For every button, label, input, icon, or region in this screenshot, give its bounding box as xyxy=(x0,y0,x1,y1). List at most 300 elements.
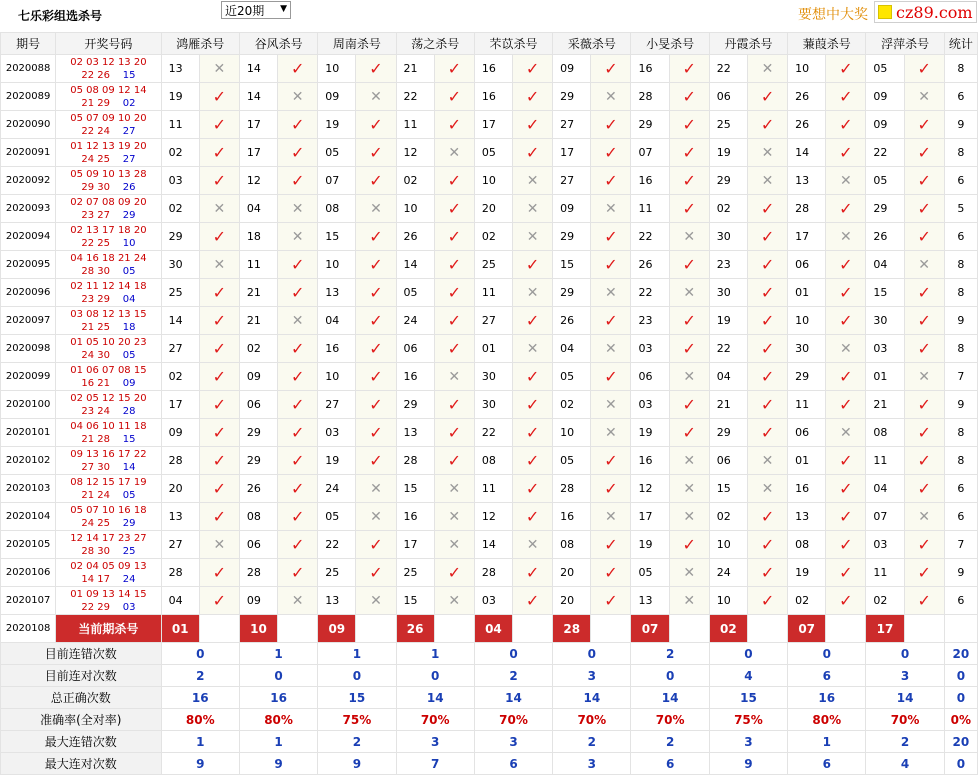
check-icon: ✓ xyxy=(591,111,631,139)
kill-number-cell: 02 xyxy=(396,167,434,195)
col-header-numbers: 开奖号码 xyxy=(56,33,161,55)
kill-number-cell: 19 xyxy=(631,531,669,559)
check-icon: ✓ xyxy=(356,531,396,559)
check-icon: ✓ xyxy=(356,419,396,447)
kill-number-cell: 15 xyxy=(318,223,356,251)
stats-total: 0 xyxy=(944,665,977,687)
kill-number-cell: 21 xyxy=(239,279,277,307)
current-kill-number: 09 xyxy=(318,615,356,643)
draw-numbers-line1: 04 16 18 21 24 xyxy=(70,252,147,264)
total-cell: 9 xyxy=(944,111,977,139)
kill-number-cell: 22 xyxy=(709,335,747,363)
kill-number-cell: 17 xyxy=(788,223,826,251)
check-icon: ✓ xyxy=(826,55,866,83)
kill-number-cell: 02 xyxy=(788,587,826,615)
kill-number-cell: 15 xyxy=(396,587,434,615)
draw-numbers-main: 22 26 xyxy=(81,69,110,81)
kill-number-cell: 11 xyxy=(474,279,512,307)
total-cell: 6 xyxy=(944,587,977,615)
check-icon: ✓ xyxy=(826,111,866,139)
check-icon: ✓ xyxy=(513,363,553,391)
current-kill-number: 01 xyxy=(161,615,199,643)
draw-numbers-line2 xyxy=(56,69,160,82)
draw-numbers-line1: 05 07 10 16 18 xyxy=(70,504,147,516)
col-header-expert[interactable]: 谷风杀号 xyxy=(239,33,317,55)
cross-icon: ✕ xyxy=(826,335,866,363)
check-icon: ✓ xyxy=(747,363,787,391)
period-cell: 2020092 xyxy=(1,167,56,195)
check-icon: ✓ xyxy=(278,111,318,139)
stats-value: 6 xyxy=(788,753,866,775)
check-icon: ✓ xyxy=(826,279,866,307)
kill-number-cell: 09 xyxy=(318,83,356,111)
check-icon: ✓ xyxy=(199,167,239,195)
kill-number-cell: 26 xyxy=(788,111,826,139)
check-icon: ✓ xyxy=(747,279,787,307)
draw-numbers-main: 21 25 xyxy=(81,321,110,333)
stats-row xyxy=(1,643,978,665)
stats-value: 7 xyxy=(396,753,474,775)
cross-icon: ✕ xyxy=(278,83,318,111)
kill-number-cell: 19 xyxy=(709,307,747,335)
check-icon: ✓ xyxy=(434,195,474,223)
period-range-select[interactable] xyxy=(221,1,291,19)
stats-value: 0 xyxy=(239,665,317,687)
stats-value: 70% xyxy=(553,709,631,731)
draw-numbers-bonus: 27 xyxy=(122,125,136,137)
total-cell: 9 xyxy=(944,559,977,587)
check-icon: ✓ xyxy=(747,559,787,587)
check-icon: ✓ xyxy=(826,475,866,503)
cross-icon: ✕ xyxy=(669,447,709,475)
kill-number-cell: 05 xyxy=(553,363,591,391)
stats-label: 最大连错次数 xyxy=(1,731,162,753)
check-icon: ✓ xyxy=(513,139,553,167)
kill-number-cell: 14 xyxy=(474,531,512,559)
check-icon: ✓ xyxy=(513,391,553,419)
draw-numbers-line2 xyxy=(56,517,160,530)
table-row xyxy=(1,419,978,447)
check-icon: ✓ xyxy=(591,587,631,615)
stats-value: 6 xyxy=(474,753,552,775)
kill-number-cell: 11 xyxy=(631,195,669,223)
cross-icon: ✕ xyxy=(356,587,396,615)
draw-numbers-line2 xyxy=(56,573,160,586)
draw-numbers-line1: 05 08 09 12 14 xyxy=(70,84,147,96)
stats-total: 20 xyxy=(944,643,977,665)
check-icon: ✓ xyxy=(826,503,866,531)
col-header-expert[interactable]: 蒹葭杀号 xyxy=(788,33,866,55)
check-icon: ✓ xyxy=(747,111,787,139)
kill-number-cell: 29 xyxy=(788,363,826,391)
check-icon: ✓ xyxy=(356,279,396,307)
kill-number-cell: 17 xyxy=(239,139,277,167)
kill-number-cell: 10 xyxy=(396,195,434,223)
check-icon: ✓ xyxy=(356,111,396,139)
table-row xyxy=(1,363,978,391)
check-icon: ✓ xyxy=(278,391,318,419)
kill-number-cell: 26 xyxy=(553,307,591,335)
cross-icon: ✕ xyxy=(747,55,787,83)
cross-icon: ✕ xyxy=(434,587,474,615)
check-icon: ✓ xyxy=(591,167,631,195)
check-icon: ✓ xyxy=(356,307,396,335)
kill-number-cell: 23 xyxy=(709,251,747,279)
stats-value: 3 xyxy=(553,753,631,775)
current-kill-number: 10 xyxy=(239,615,277,643)
stats-label: 总正确次数 xyxy=(1,687,162,709)
stats-value: 14 xyxy=(474,687,552,709)
kill-number-cell: 06 xyxy=(709,83,747,111)
kill-number-cell: 14 xyxy=(788,139,826,167)
table-row xyxy=(1,167,978,195)
kill-number-cell: 11 xyxy=(161,111,199,139)
total-cell: 8 xyxy=(944,55,977,83)
stats-value: 15 xyxy=(318,687,396,709)
check-icon: ✓ xyxy=(669,391,709,419)
draw-numbers-line1: 12 14 17 23 27 xyxy=(70,532,147,544)
draw-numbers-line2 xyxy=(56,209,160,222)
check-icon: ✓ xyxy=(591,307,631,335)
check-icon: ✓ xyxy=(826,531,866,559)
stats-value: 16 xyxy=(161,687,239,709)
draw-numbers-bonus: 10 xyxy=(122,237,136,249)
kill-number-cell: 13 xyxy=(161,55,199,83)
cross-icon: ✕ xyxy=(199,55,239,83)
kill-number-cell: 27 xyxy=(318,391,356,419)
check-icon: ✓ xyxy=(826,195,866,223)
kill-number-cell: 04 xyxy=(318,307,356,335)
stats-value: 9 xyxy=(239,753,317,775)
kill-number-cell: 09 xyxy=(239,587,277,615)
kill-number-cell: 13 xyxy=(318,587,356,615)
check-icon: ✓ xyxy=(513,307,553,335)
col-header-expert[interactable]: 芣苡杀号 xyxy=(474,33,552,55)
check-icon: ✓ xyxy=(591,139,631,167)
kill-number-cell: 09 xyxy=(553,55,591,83)
cross-icon: ✕ xyxy=(278,195,318,223)
kill-number-cell: 13 xyxy=(631,587,669,615)
kill-number-cell: 03 xyxy=(631,391,669,419)
kill-number-cell: 12 xyxy=(396,139,434,167)
draw-numbers-main: 28 30 xyxy=(81,545,110,557)
kill-number-cell: 16 xyxy=(631,447,669,475)
period-cell: 2020089 xyxy=(1,83,56,111)
check-icon: ✓ xyxy=(513,475,553,503)
col-header-expert[interactable]: 丹霞杀号 xyxy=(709,33,787,55)
draw-numbers-cell xyxy=(56,531,161,559)
kill-number-cell: 15 xyxy=(396,475,434,503)
stats-value: 70% xyxy=(396,709,474,731)
kill-number-cell: 09 xyxy=(866,83,904,111)
check-icon: ✓ xyxy=(199,587,239,615)
kill-number-cell: 15 xyxy=(866,279,904,307)
check-icon: ✓ xyxy=(199,475,239,503)
check-icon: ✓ xyxy=(199,447,239,475)
kill-number-cell: 29 xyxy=(553,279,591,307)
check-icon: ✓ xyxy=(826,559,866,587)
kill-number-cell: 25 xyxy=(318,559,356,587)
kill-number-cell: 27 xyxy=(553,111,591,139)
check-icon: ✓ xyxy=(278,55,318,83)
stats-value: 2 xyxy=(866,731,944,753)
kill-number-cell: 06 xyxy=(239,531,277,559)
cross-icon: ✕ xyxy=(669,559,709,587)
draw-numbers-bonus: 29 xyxy=(122,517,136,529)
cross-icon: ✕ xyxy=(434,503,474,531)
kill-number-cell: 06 xyxy=(239,391,277,419)
current-blank-cell xyxy=(434,615,474,643)
cross-icon: ✕ xyxy=(199,531,239,559)
period-cell: 2020096 xyxy=(1,279,56,307)
check-icon: ✓ xyxy=(356,559,396,587)
kill-number-cell: 26 xyxy=(239,475,277,503)
kill-number-cell: 05 xyxy=(318,139,356,167)
kill-number-cell: 16 xyxy=(631,167,669,195)
kill-number-cell: 21 xyxy=(866,391,904,419)
check-icon: ✓ xyxy=(513,447,553,475)
cross-icon: ✕ xyxy=(669,363,709,391)
kill-number-cell: 19 xyxy=(709,139,747,167)
total-cell: 7 xyxy=(944,363,977,391)
check-icon: ✓ xyxy=(591,475,631,503)
stats-label: 最大连对次数 xyxy=(1,753,162,775)
kill-number-cell: 18 xyxy=(239,223,277,251)
kill-number-cell: 26 xyxy=(396,223,434,251)
stats-value: 0 xyxy=(788,643,866,665)
draw-numbers-bonus: 05 xyxy=(122,349,136,361)
check-icon: ✓ xyxy=(434,279,474,307)
check-icon: ✓ xyxy=(904,167,944,195)
kill-number-cell: 08 xyxy=(553,531,591,559)
total-cell: 8 xyxy=(944,251,977,279)
kill-number-cell: 02 xyxy=(161,363,199,391)
kill-number-cell: 08 xyxy=(239,503,277,531)
stats-value: 70% xyxy=(474,709,552,731)
draw-numbers-main: 24 30 xyxy=(81,349,110,361)
cross-icon: ✕ xyxy=(434,531,474,559)
draw-numbers-cell xyxy=(56,223,161,251)
stats-value: 2 xyxy=(553,731,631,753)
check-icon: ✓ xyxy=(747,587,787,615)
cross-icon: ✕ xyxy=(513,531,553,559)
kill-number-cell: 30 xyxy=(866,307,904,335)
draw-numbers-line1: 02 13 17 18 20 xyxy=(70,224,147,236)
stats-value: 14 xyxy=(866,687,944,709)
kill-number-cell: 06 xyxy=(396,335,434,363)
kill-number-cell: 14 xyxy=(396,251,434,279)
period-cell: 2020103 xyxy=(1,475,56,503)
kill-number-cell: 04 xyxy=(866,475,904,503)
current-blank-cell xyxy=(278,615,318,643)
draw-numbers-cell xyxy=(56,391,161,419)
period-range-value: 近20期 xyxy=(225,3,265,18)
stats-value: 0 xyxy=(866,643,944,665)
current-kill-label: 当前期杀号 xyxy=(56,615,161,643)
kill-number-cell: 02 xyxy=(161,195,199,223)
page-title: 七乐彩组选杀号 xyxy=(18,9,103,23)
stats-value: 9 xyxy=(318,753,396,775)
kill-number-cell: 08 xyxy=(866,419,904,447)
table-row xyxy=(1,111,978,139)
stats-value: 9 xyxy=(161,753,239,775)
col-header-expert[interactable]: 采薇杀号 xyxy=(553,33,631,55)
kill-number-cell: 14 xyxy=(161,307,199,335)
cross-icon: ✕ xyxy=(513,335,553,363)
total-cell: 8 xyxy=(944,419,977,447)
col-header-expert[interactable]: 浮萍杀号 xyxy=(866,33,944,55)
kill-number-cell: 20 xyxy=(553,559,591,587)
stats-value: 0 xyxy=(161,643,239,665)
stats-value: 16 xyxy=(788,687,866,709)
table-row xyxy=(1,195,978,223)
draw-numbers-bonus: 03 xyxy=(122,601,136,613)
check-icon: ✓ xyxy=(199,223,239,251)
kill-number-cell: 21 xyxy=(396,55,434,83)
check-icon: ✓ xyxy=(826,139,866,167)
draw-numbers-bonus: 27 xyxy=(122,153,136,165)
kill-number-cell: 17 xyxy=(474,111,512,139)
period-cell: 2020098 xyxy=(1,335,56,363)
table-row xyxy=(1,503,978,531)
current-kill-number: 07 xyxy=(631,615,669,643)
stats-value: 0 xyxy=(553,643,631,665)
kill-number-cell: 10 xyxy=(474,167,512,195)
stats-value: 1 xyxy=(161,731,239,753)
check-icon: ✓ xyxy=(278,447,318,475)
check-icon: ✓ xyxy=(904,111,944,139)
draw-numbers-cell xyxy=(56,475,161,503)
kill-number-cell: 10 xyxy=(318,251,356,279)
check-icon: ✓ xyxy=(199,363,239,391)
stats-value: 70% xyxy=(866,709,944,731)
check-icon: ✓ xyxy=(826,391,866,419)
cross-icon: ✕ xyxy=(434,363,474,391)
kill-number-cell: 24 xyxy=(318,475,356,503)
top-bar xyxy=(0,0,978,33)
kill-number-cell: 17 xyxy=(161,391,199,419)
stats-value: 2 xyxy=(631,731,709,753)
check-icon: ✓ xyxy=(434,223,474,251)
check-icon: ✓ xyxy=(434,55,474,83)
stats-value: 0 xyxy=(396,665,474,687)
draw-numbers-main: 21 28 xyxy=(81,433,110,445)
draw-numbers-bonus: 26 xyxy=(122,181,136,193)
kill-number-cell: 12 xyxy=(474,503,512,531)
check-icon: ✓ xyxy=(904,223,944,251)
cross-icon: ✕ xyxy=(826,167,866,195)
draw-numbers-bonus: 28 xyxy=(122,405,136,417)
draw-numbers-cell xyxy=(56,167,161,195)
kill-number-cell: 29 xyxy=(866,195,904,223)
cross-icon: ✕ xyxy=(591,335,631,363)
kill-number-cell: 16 xyxy=(474,55,512,83)
draw-numbers-cell xyxy=(56,195,161,223)
kill-number-cell: 29 xyxy=(709,167,747,195)
check-icon: ✓ xyxy=(278,531,318,559)
draw-numbers-cell xyxy=(56,83,161,111)
check-icon: ✓ xyxy=(747,503,787,531)
draw-numbers-line2 xyxy=(56,377,160,390)
draw-numbers-line2 xyxy=(56,489,160,502)
kill-number-cell: 29 xyxy=(239,447,277,475)
draw-numbers-line1: 09 13 16 17 22 xyxy=(70,448,147,460)
col-header-expert[interactable]: 周南杀号 xyxy=(318,33,396,55)
current-kill-number: 04 xyxy=(474,615,512,643)
col-header-expert[interactable]: 荡之杀号 xyxy=(396,33,474,55)
kill-number-cell: 07 xyxy=(866,503,904,531)
draw-numbers-line2 xyxy=(56,433,160,446)
check-icon: ✓ xyxy=(199,419,239,447)
draw-numbers-line1: 01 06 07 08 15 xyxy=(70,364,147,376)
check-icon: ✓ xyxy=(904,279,944,307)
draw-numbers-bonus: 24 xyxy=(122,573,136,585)
kill-number-cell: 25 xyxy=(396,559,434,587)
check-icon: ✓ xyxy=(434,167,474,195)
check-icon: ✓ xyxy=(278,419,318,447)
current-blank-cell xyxy=(356,615,396,643)
current-blank-cell xyxy=(904,615,944,643)
total-cell: 6 xyxy=(944,223,977,251)
stats-value: 4 xyxy=(866,753,944,775)
draw-numbers-cell xyxy=(56,279,161,307)
kill-number-cell: 21 xyxy=(709,391,747,419)
table-row xyxy=(1,83,978,111)
kill-number-cell: 29 xyxy=(553,223,591,251)
stats-row xyxy=(1,687,978,709)
stats-value: 75% xyxy=(318,709,396,731)
draw-numbers-line2 xyxy=(56,293,160,306)
draw-numbers-main: 23 29 xyxy=(81,293,110,305)
cross-icon: ✕ xyxy=(669,587,709,615)
period-cell: 2020090 xyxy=(1,111,56,139)
kill-number-cell: 16 xyxy=(396,363,434,391)
draw-numbers-bonus: 05 xyxy=(122,489,136,501)
kill-number-cell: 04 xyxy=(866,251,904,279)
current-total-cell xyxy=(944,615,977,643)
draw-numbers-line1: 01 05 10 20 23 xyxy=(70,336,147,348)
table-header-row xyxy=(1,33,978,55)
kill-number-cell: 03 xyxy=(866,531,904,559)
stats-label: 目前连错次数 xyxy=(1,643,162,665)
col-header-expert[interactable]: 小旻杀号 xyxy=(631,33,709,55)
col-header-expert[interactable]: 鸿雁杀号 xyxy=(161,33,239,55)
draw-numbers-line2 xyxy=(56,153,160,166)
kill-number-cell: 03 xyxy=(474,587,512,615)
site-logo[interactable] xyxy=(874,1,977,23)
check-icon: ✓ xyxy=(904,55,944,83)
draw-numbers-bonus: 09 xyxy=(122,377,136,389)
kill-number-cell: 02 xyxy=(709,503,747,531)
period-cell: 2020095 xyxy=(1,251,56,279)
slogan-link[interactable]: 要想中大奖 xyxy=(798,7,868,23)
kill-number-cell: 13 xyxy=(396,419,434,447)
logo-text: cz89.com xyxy=(896,2,973,22)
period-cell: 2020106 xyxy=(1,559,56,587)
check-icon: ✓ xyxy=(199,559,239,587)
draw-numbers-cell xyxy=(56,111,161,139)
draw-numbers-cell xyxy=(56,307,161,335)
draw-numbers-main: 23 24 xyxy=(81,405,110,417)
kill-number-cell: 28 xyxy=(161,559,199,587)
cross-icon: ✕ xyxy=(591,195,631,223)
kill-number-cell: 19 xyxy=(788,559,826,587)
cross-icon: ✕ xyxy=(356,83,396,111)
cross-icon: ✕ xyxy=(904,503,944,531)
draw-numbers-cell xyxy=(56,503,161,531)
stats-label: 目前连对次数 xyxy=(1,665,162,687)
check-icon: ✓ xyxy=(904,307,944,335)
